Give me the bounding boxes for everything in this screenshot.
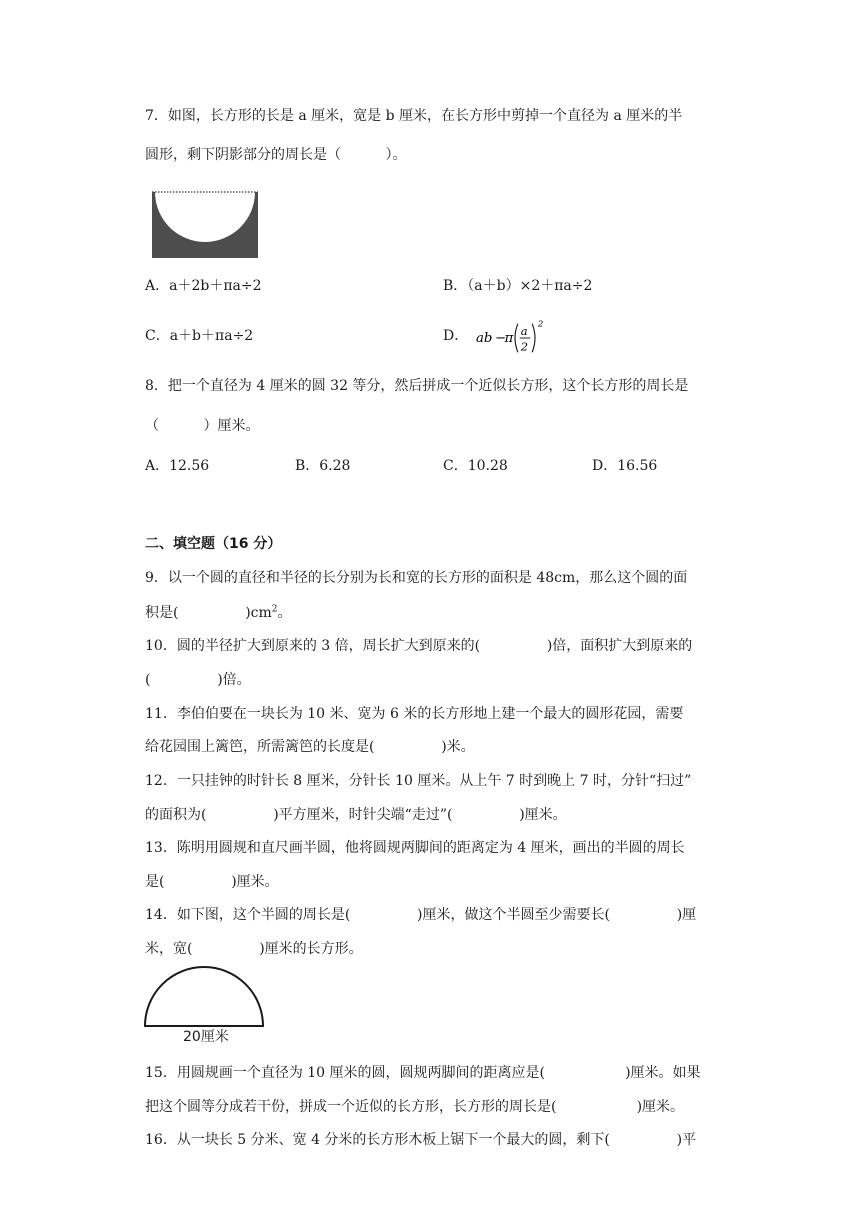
formula-pi: π	[504, 330, 514, 346]
q7-option-b[interactable]: B．（a＋b）×2＋πa÷2	[443, 278, 593, 294]
q8-option-a[interactable]: A．12.56	[145, 458, 210, 474]
q9-text-line1: 9．以一个圆的直径和半径的长分别为长和宽的长方形的面积是 48cm，那么这个圆的面	[145, 570, 688, 586]
q7-figure-rectangle-minus-semicircle	[150, 188, 260, 260]
section-heading-fill-in: 二、填空题（16 分）	[145, 536, 282, 552]
formula-minus: −	[495, 330, 507, 346]
q10-text-line2: ( )倍。	[145, 672, 251, 688]
q9-line2-superscript: 2	[271, 604, 278, 615]
q7-text-line2: 圆形，剩下阴影部分的周长是（ ）。	[145, 147, 407, 163]
formula-ab: ab	[475, 330, 493, 346]
q11-text-line1: 11．李伯伯要在一块长为 10 米、宽为 6 米的长方形地上建一个最大的圆形花园，需要	[145, 706, 684, 722]
q15-text-line1: 15．用圆规画一个直径为 10 厘米的圆，圆规两脚间的距离应是( )厘米。如果	[145, 1065, 701, 1081]
q12-text-line2: 的面积为( )平方厘米，时针尖端“走过”( )厘米。	[145, 807, 567, 823]
q9-text-line2	[145, 603, 292, 623]
q13-text-line2: 是( )厘米。	[145, 874, 279, 890]
formula-denominator: 2	[520, 339, 528, 354]
q13-text-line1: 13．陈明用圆规和直尺画半圆，他将圆规两脚间的距离定为 4 厘米，画出的半圆的周长	[145, 840, 685, 856]
formula-exponent: 2	[537, 319, 544, 330]
q8-text-line1: 8．把一个直径为 4 厘米的圆 32 等分，然后拼成一个近似长方形，这个长方形的周长是	[145, 378, 689, 394]
q14-text-line2: 米，宽( )厘米的长方形。	[145, 941, 363, 957]
q8-option-b[interactable]: B．6.28	[295, 458, 351, 474]
q8-text-line2: （ ）厘米。	[145, 418, 260, 434]
q10-text-line1: 10．圆的半径扩大到原来的 3 倍，周长扩大到原来的( )倍，面积扩大到原来的	[145, 638, 693, 654]
q14-text-line1: 14．如下图，这个半圆的周长是( )厘米，做这个半圆至少需要长( )厘	[145, 907, 697, 923]
q7-option-a[interactable]: A．a＋2b＋πa÷2	[145, 278, 262, 294]
q7-text-line1: 7．如图，长方形的长是 a 厘米，宽是 b 厘米，在长方形中剪掉一个直径为 a 厘米的半	[145, 108, 683, 124]
q16-text-line1: 16．从一块长 5 分米、宽 4 分米的长方形木板上锯下一个最大的圆，剩下( )平	[145, 1132, 697, 1148]
q8-option-d[interactable]: D．16.56	[592, 458, 658, 474]
q9-line2-end: 。	[277, 605, 292, 621]
q7-option-d-formula	[470, 318, 560, 358]
q8-option-c[interactable]: C．10.28	[443, 458, 508, 474]
q7-option-d-label[interactable]: D．	[443, 328, 469, 344]
q14-semicircle-figure	[142, 964, 266, 1028]
q12-text-line1: 12．一只挂钟的时针长 8 厘米，分针长 10 厘米。从上午 7 时到晚上 7 时，分针“扫过”	[145, 773, 692, 789]
formula-numerator: a	[520, 324, 528, 339]
q14-figure-label: 20厘米	[183, 1029, 229, 1045]
q9-line2-main: 积是( )cm	[145, 605, 272, 621]
q15-text-line2: 把这个圆等分成若干份，拼成一个近似的长方形，长方形的周长是( )厘米。	[145, 1099, 685, 1115]
q11-text-line2: 给花园围上篱笆，所需篱笆的长度是( )米。	[145, 739, 475, 755]
q7-option-c[interactable]: C．a＋b＋πa÷2	[145, 328, 254, 344]
